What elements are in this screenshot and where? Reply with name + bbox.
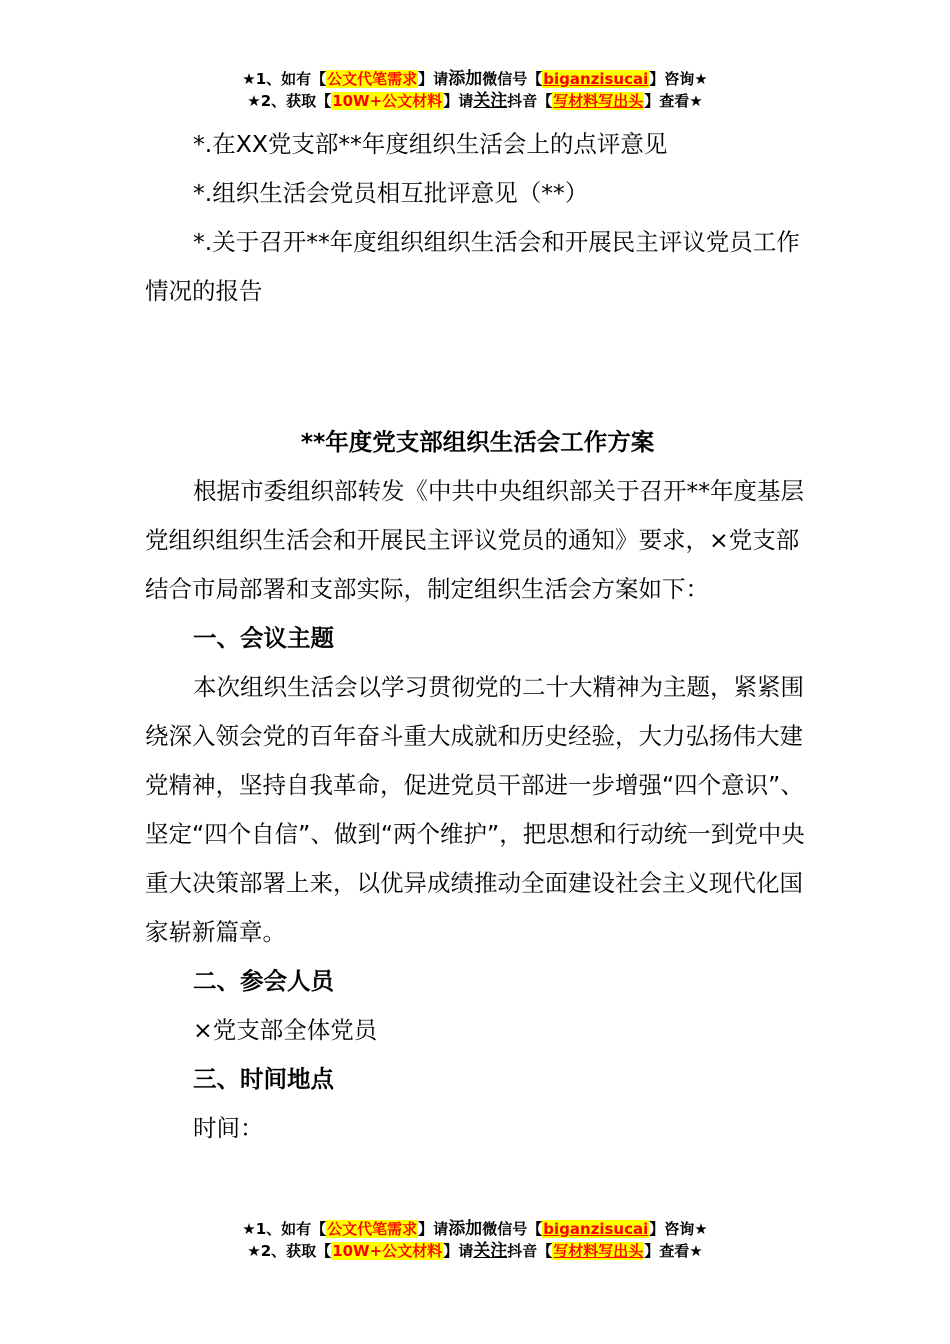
section-heading-theme: 一、会议主题 <box>193 624 334 652</box>
banner-line-2 <box>0 1240 950 1262</box>
banner-text: 抖音【 <box>507 92 553 110</box>
banner-line-1 <box>0 68 950 90</box>
banner-text: 】请 <box>418 70 449 88</box>
douyin-account-highlight: 写材料写出头 <box>553 1242 644 1260</box>
related-list <box>145 120 810 316</box>
materials-highlight: 10W+公文材料 <box>332 1242 443 1260</box>
banner-emphasis: 添加 <box>448 1219 483 1239</box>
document-body <box>145 418 810 1153</box>
banner-text: 】查看★ <box>644 1242 703 1260</box>
banner-emphasis: 添加 <box>448 69 483 89</box>
banner-text: 微信号【 <box>482 1220 543 1238</box>
banner-text: 】请 <box>443 1242 474 1260</box>
banner-line-2 <box>0 90 950 112</box>
bottom-banner <box>0 1218 950 1262</box>
section-body-theme: 本次组织生活会以学习贯彻党的二十大精神为主题，紧紧围绕深入领会党的百年奋斗重大成就和历史经验，大力弘扬伟大建党精神，坚持自我革命，促进党员干部进一步增强“四个意识”、坚定“四个自信”、做到“两个维护”，把思想和行动统一到党中央重大决策部署上来，以优异成绩推动全面建设社会主义现代化国家崭新篇章。 <box>145 673 805 946</box>
related-item: *.组织生活会党员相互批评意见（**） <box>193 179 589 207</box>
ghostwriting-highlight: 公文代笔需求 <box>327 1220 418 1238</box>
materials-highlight: 10W+公文材料 <box>332 92 443 110</box>
banner-text: 】请 <box>418 1220 449 1238</box>
banner-text: 抖音【 <box>507 1242 553 1260</box>
intro-paragraph: 根据市委组织部转发《中共中央组织部关于召开**年度基层党组织组织生活会和开展民主评议党员的通知》要求，×党支部结合市局部署和支部实际，制定组织生活会方案如下： <box>145 477 804 603</box>
section-body-time: 时间： <box>193 1114 264 1142</box>
related-item: *.在XX党支部**年度组织生活会上的点评意见 <box>193 130 668 158</box>
banner-emphasis: 关注 <box>473 91 508 111</box>
banner-line-1 <box>0 1218 950 1240</box>
top-banner <box>0 68 950 112</box>
ghostwriting-highlight: 公文代笔需求 <box>327 70 418 88</box>
section-heading-attendees: 二、参会人员 <box>193 967 334 995</box>
douyin-account-highlight: 写材料写出头 <box>553 92 644 110</box>
wechat-id-highlight: biganzisucai <box>543 1220 649 1238</box>
banner-text: ★2、获取【 <box>247 1242 332 1260</box>
banner-emphasis: 关注 <box>473 1241 508 1261</box>
banner-text: 微信号【 <box>482 70 543 88</box>
banner-text: 】查看★ <box>644 92 703 110</box>
banner-text: ★1、如有【 <box>242 70 327 88</box>
banner-text: 】请 <box>443 92 474 110</box>
banner-text: ★2、获取【 <box>247 92 332 110</box>
banner-text: 】咨询★ <box>649 1220 708 1238</box>
banner-text: ★1、如有【 <box>242 1220 327 1238</box>
section-heading-time-place: 三、时间地点 <box>193 1065 334 1093</box>
document-title: **年度党支部组织生活会工作方案 <box>300 428 655 456</box>
section-body-attendees: ×党支部全体党员 <box>193 1016 378 1044</box>
wechat-id-highlight: biganzisucai <box>543 70 649 88</box>
related-item: *.关于召开**年度组织组织生活会和开展民主评议党员工作情况的报告 <box>145 228 800 305</box>
banner-text: 】咨询★ <box>649 70 708 88</box>
